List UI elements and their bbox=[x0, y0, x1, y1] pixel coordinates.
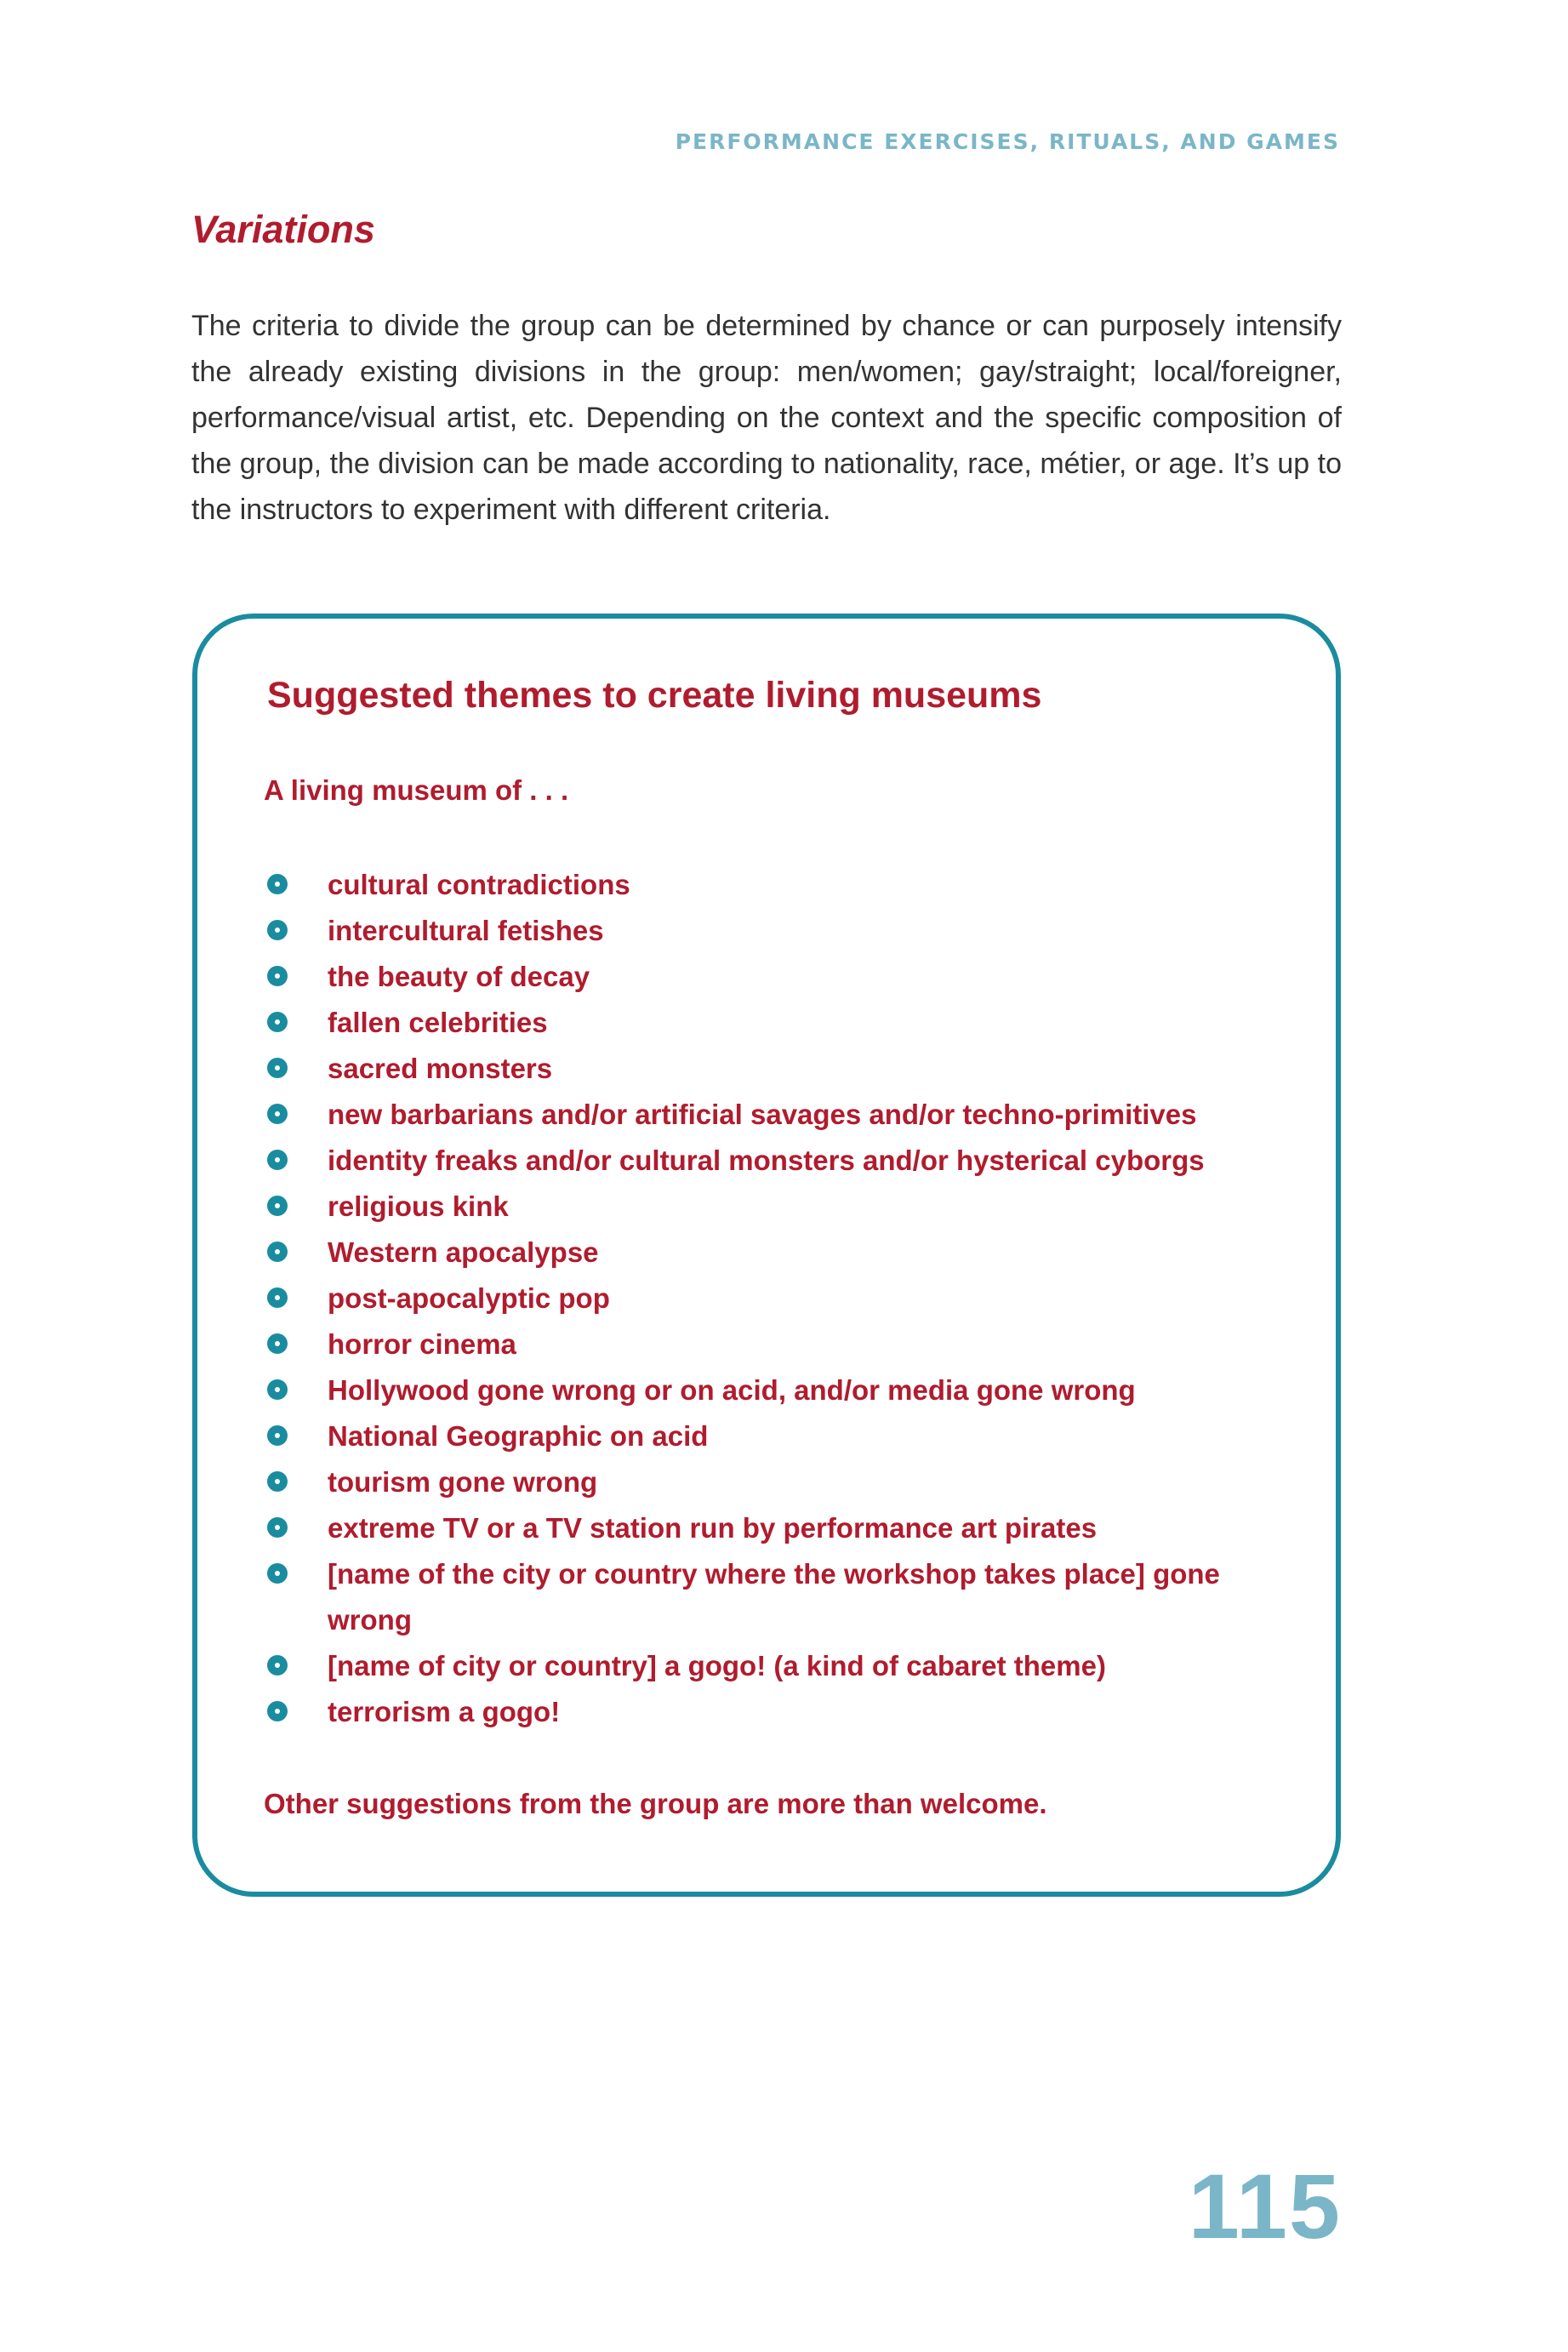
list-item-text: Western apocalypse bbox=[328, 1236, 599, 1268]
box-outro: Other suggestions from the group are more than welcome. bbox=[264, 1788, 1047, 1819]
bullet-icon bbox=[267, 1242, 288, 1262]
list-item bbox=[264, 1138, 1319, 1184]
section-title: Variations bbox=[191, 208, 375, 251]
list-item-text: Hollywood gone wrong or on acid, and/or media gone wrong bbox=[328, 1374, 1136, 1406]
list-item bbox=[264, 1184, 1319, 1230]
list-item bbox=[264, 1000, 1319, 1046]
bullet-icon bbox=[267, 1196, 288, 1216]
list-item-text: new barbarians and/or artificial savages and/or techno-primitives bbox=[328, 1099, 1197, 1130]
bullet-icon bbox=[267, 1012, 288, 1032]
bullet-icon bbox=[267, 1471, 288, 1492]
list-item-text: religious kink bbox=[328, 1190, 509, 1222]
bullet-icon bbox=[267, 1563, 288, 1584]
list-item bbox=[264, 1413, 1319, 1459]
list-item bbox=[264, 1643, 1319, 1689]
bullet-icon bbox=[267, 1379, 288, 1400]
bullet-icon bbox=[267, 1287, 288, 1308]
list-item-text: [name of the city or country where the workshop takes place] gone wrong bbox=[328, 1558, 1220, 1636]
list-item-text: post-apocalyptic pop bbox=[328, 1282, 610, 1314]
list-item bbox=[264, 1322, 1319, 1367]
bullet-icon bbox=[267, 1333, 288, 1354]
page-number: 115 bbox=[1188, 2155, 1342, 2258]
running-head: PERFORMANCE EXERCISES, RITUALS, AND GAMES bbox=[675, 129, 1340, 154]
list-item-text: sacred monsters bbox=[328, 1053, 553, 1084]
list-item bbox=[264, 1276, 1319, 1322]
bullet-icon bbox=[267, 1701, 288, 1721]
list-item-text: National Geographic on acid bbox=[328, 1420, 709, 1452]
list-item-text: extreme TV or a TV station run by performance art pirates bbox=[328, 1512, 1098, 1544]
list-item-text: fallen celebrities bbox=[328, 1007, 548, 1038]
bullet-icon bbox=[267, 1655, 288, 1676]
list-item bbox=[264, 1505, 1319, 1551]
theme-list bbox=[264, 862, 1319, 1735]
bullet-icon bbox=[267, 966, 288, 986]
list-item-text: tourism gone wrong bbox=[328, 1466, 598, 1498]
list-item bbox=[264, 1092, 1319, 1138]
bullet-icon bbox=[267, 1150, 288, 1170]
bullet-icon bbox=[267, 874, 288, 894]
bullet-icon bbox=[267, 1425, 288, 1446]
list-item bbox=[264, 1046, 1319, 1092]
bullet-icon bbox=[267, 1517, 288, 1538]
bullet-icon bbox=[267, 1058, 288, 1078]
list-item-text: cultural contradictions bbox=[328, 869, 630, 900]
list-item-text: identity freaks and/or cultural monsters and/or hysterical cyborgs bbox=[328, 1145, 1205, 1176]
bullet-icon bbox=[267, 920, 288, 940]
list-item-text: the beauty of decay bbox=[328, 961, 590, 992]
bullet-icon bbox=[267, 1104, 288, 1124]
box-intro: A living museum of . . . bbox=[264, 774, 569, 806]
list-item bbox=[264, 862, 1319, 908]
list-item-text: terrorism a gogo! bbox=[328, 1696, 561, 1727]
themes-box bbox=[192, 614, 1341, 1897]
box-title: Suggested themes to create living museums bbox=[267, 675, 1042, 716]
list-item-text: intercultural fetishes bbox=[328, 915, 604, 946]
list-item bbox=[264, 1459, 1319, 1505]
list-item bbox=[264, 1551, 1319, 1643]
list-item bbox=[264, 1230, 1319, 1276]
list-item bbox=[264, 954, 1319, 1000]
list-item bbox=[264, 1367, 1319, 1413]
list-item bbox=[264, 908, 1319, 954]
list-item-text: [name of city or country] a gogo! (a kind of cabaret theme) bbox=[328, 1650, 1106, 1681]
list-item-text: horror cinema bbox=[328, 1328, 516, 1360]
body-paragraph: The criteria to divide the group can be determined by chance or can purposely intensify the already existing divisions in the group: men/women; gay/straight; local/foreigner, performance/visual artist, etc. Depending on the context and the specific composition of the group, the division can be made according to nationality, race, métier, or age. It’s up to the instructors to experiment with different criteria. bbox=[191, 310, 1342, 526]
list-item bbox=[264, 1689, 1319, 1735]
